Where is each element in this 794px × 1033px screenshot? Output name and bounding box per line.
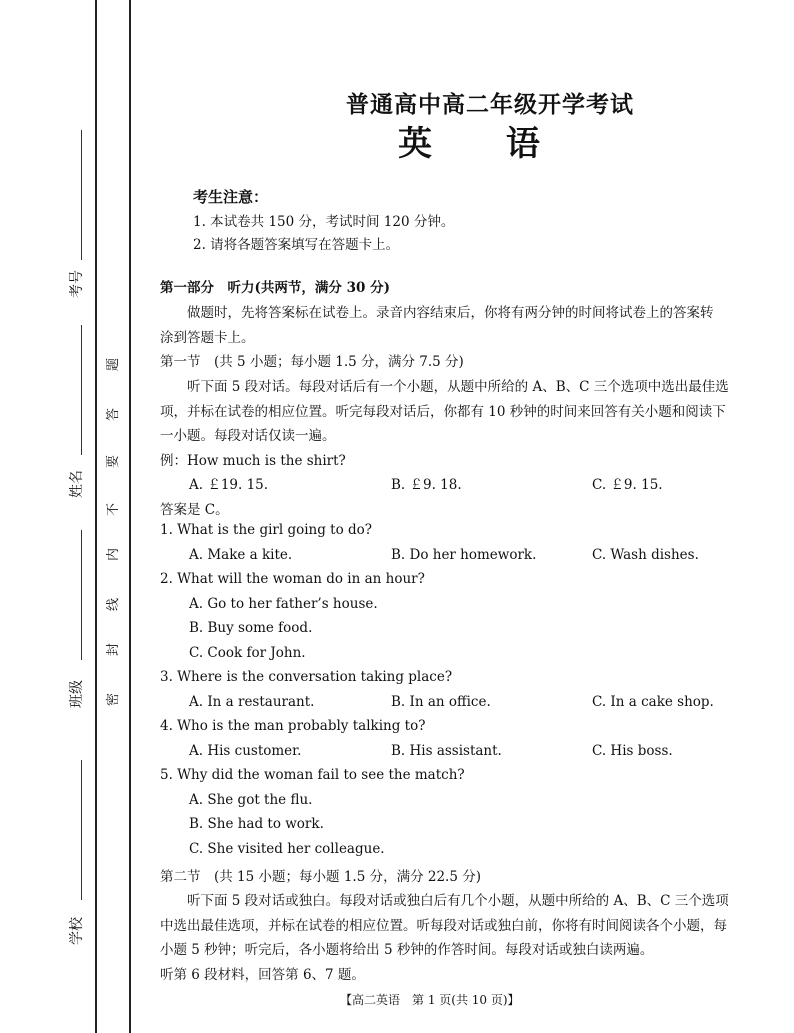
question-2: 2. What will the woman do in an hour? — [160, 571, 425, 587]
q1-option: C. Wash dishes. — [592, 547, 699, 563]
question-5: 5. Why did the woman fail to see the match? — [160, 767, 465, 783]
part1-intro: 做题时，先将答案标在试卷上。录音内容结束后，你将有两分钟的时间将试卷上的答案转 — [187, 305, 714, 321]
q4-option: A. His customer. — [189, 743, 302, 759]
seal-char: 线 — [106, 597, 122, 612]
q5-option: C. She visited her colleague. — [189, 841, 385, 857]
subject-char-1: 英 — [398, 124, 432, 164]
seal-char: 密 — [106, 692, 122, 707]
margin-line-inner — [129, 0, 131, 1033]
question-3: 3. Where is the conversation taking place? — [160, 669, 453, 685]
class-line — [81, 530, 82, 660]
seal-char: 题 — [106, 357, 122, 372]
subject-title — [398, 116, 540, 165]
section1-heading: 第一节 (共 5 小题；每小题 1.5 分，满分 7.5 分) — [160, 354, 464, 370]
q1-option: B. Do her homework. — [391, 547, 537, 563]
example-answer: 答案是 C。 — [160, 502, 229, 518]
q2-option: C. Cook for John. — [189, 645, 306, 661]
margin-line-outer — [95, 0, 97, 1033]
seal-char: 内 — [106, 547, 122, 562]
seal-char: 答 — [106, 407, 122, 422]
q4-option: C. His boss. — [592, 743, 673, 759]
seal-char: 不 — [106, 502, 122, 517]
q5-option: A. She got the flu. — [189, 792, 313, 808]
q3-option: B. In an office. — [391, 694, 491, 710]
question-1: 1. What is the girl going to do? — [160, 522, 373, 538]
q2-option: A. Go to her father’s house. — [189, 596, 378, 612]
seal-char: 封 — [106, 642, 122, 657]
seal-char: 要 — [106, 454, 122, 469]
notice-item: 2. 请将各题答案填写在答题卡上。 — [193, 237, 400, 253]
section2-material: 听第 6 段材料，回答第 6、7 题。 — [160, 967, 365, 983]
section2-instructions: 小题 5 秒钟；听完后，各小题将给出 5 秒钟的作答时间。每段对话或独白读两遍。 — [160, 942, 654, 958]
notice-heading: 考生注意： — [193, 188, 269, 206]
q3-option: C. In a cake shop. — [592, 694, 714, 710]
exam-no-line — [81, 130, 82, 260]
section2-instructions: 中选出最佳选项，并标在试卷的相应位置。听每段对话或独白前，你将有时间阅读各个小题，每 — [160, 918, 727, 934]
q4-option: B. His assistant. — [391, 743, 502, 759]
example-option: C. ￡9. 15. — [592, 477, 663, 493]
class-label: 班级 — [69, 680, 85, 708]
exam-no-label: 考号 — [69, 270, 85, 298]
question-4: 4. Who is the man probably talking to? — [160, 718, 426, 734]
school-line — [81, 760, 82, 900]
part1-intro: 涂到答题卡上。 — [160, 330, 255, 346]
q3-option: A. In a restaurant. — [189, 694, 315, 710]
name-label: 姓名 — [69, 470, 85, 498]
q5-option: B. She had to work. — [189, 816, 324, 832]
name-line — [81, 325, 82, 455]
school-label: 学校 — [69, 917, 85, 945]
notice-item: 1. 本试卷共 150 分，考试时间 120 分钟。 — [193, 214, 455, 230]
section1-instructions: 一小题。每段对话仅读一遍。 — [160, 428, 336, 444]
q1-option: A. Make a kite. — [189, 547, 293, 563]
example-question: 例：How much is the shirt? — [160, 453, 346, 469]
section2-instructions: 听下面 5 段对话或独白。每段对话或独白后有几个小题，从题中所给的 A、B、C 三个选项 — [187, 893, 729, 909]
subject-char-2: 语 — [505, 124, 540, 164]
section2-heading: 第二节 (共 15 小题；每小题 1.5 分，满分 22.5 分) — [160, 869, 481, 885]
q2-option: B. Buy some food. — [189, 620, 313, 636]
example-option: B. ￡9. 18. — [391, 477, 462, 493]
part1-heading: 第一部分 听力(共两节，满分 30 分) — [160, 280, 390, 296]
page-footer: 【高二英语 第 1 页(共 10 页)】 — [340, 993, 520, 1007]
section1-instructions: 项，并标在试卷的相应位置。听完每段对话后，你都有 10 秒钟的时间来回答有关小题和阅读下 — [160, 404, 726, 420]
exam-title: 普通高中高二年级开学考试 — [346, 91, 634, 118]
example-option: A. ￡19. 15. — [189, 477, 269, 493]
section1-instructions: 听下面 5 段对话。每段对话后有一个小题，从题中所给的 A、B、C 三个选项中选出最佳选 — [187, 379, 729, 395]
